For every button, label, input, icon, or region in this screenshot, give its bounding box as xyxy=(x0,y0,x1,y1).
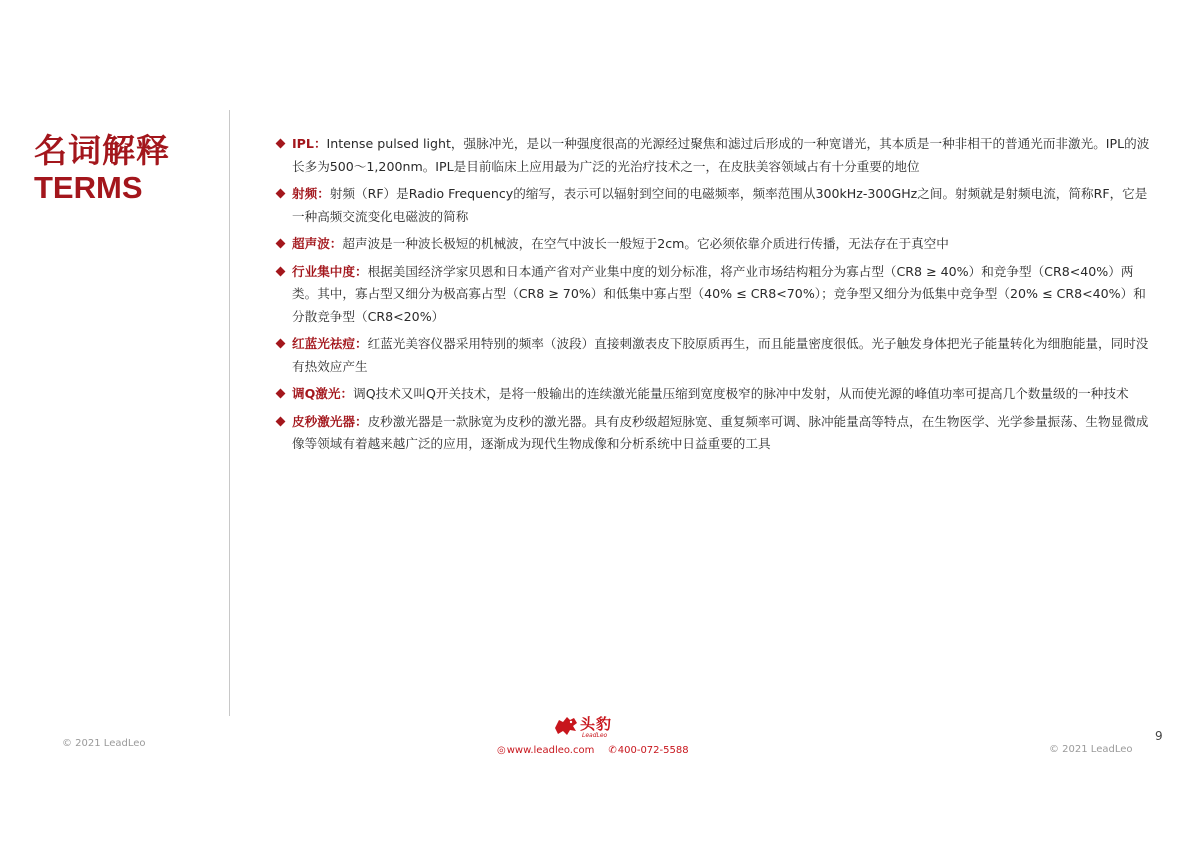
term-name: 调Q激光： xyxy=(292,386,354,401)
term-name: 行业集中度： xyxy=(292,263,368,279)
phone-number: 400-072-5588 xyxy=(617,745,689,756)
diamond-bullet-icon xyxy=(276,139,286,149)
page-number: 9 xyxy=(1155,729,1163,743)
term-text: 调Q技术又叫Q开关技术，是将一般输出的连续激光能量压缩到宽度极窄的脉冲中发射，从而使光源的峰值功率可提高几个数量级的一种技术 xyxy=(353,386,1129,401)
logo-text: 头豹 xyxy=(580,715,613,733)
diamond-bullet-icon xyxy=(276,416,286,426)
term-item-red-blue-light xyxy=(276,333,1156,378)
term-text: 根据美国经济学家贝恩和日本通产省对产业集中度的划分标准，将产业市场结构粗分为寡占型（CR8 ≥ 40%）和竞争型（CR8<40%）两类。其中，寡占型又细分为极高寡占型（CR8 ≥ 70%）和低集中寡占型（40% ≤ CR8<70%）；竞争型又细分为低集中竞争型（20% ≤ CR8<40%）和分散竞争型（CR8<20%） xyxy=(292,263,1146,324)
term-item-picosecond xyxy=(276,411,1156,456)
term-item-ipl xyxy=(276,133,1156,178)
diamond-bullet-icon xyxy=(276,266,286,276)
logo-subtext: LeadLeo xyxy=(582,732,608,739)
term-text: 超声波是一种波长极短的机械波，在空气中波长一般短于2cm。它必须依靠介质进行传播，无法存在于真空中 xyxy=(342,236,949,251)
page-title-cn: 名词解释 xyxy=(34,131,170,170)
vertical-divider xyxy=(229,110,230,716)
contact-line xyxy=(497,745,689,756)
leadleo-logo xyxy=(553,712,633,742)
leopard-logo-icon xyxy=(553,714,579,738)
term-name: 红蓝光祛痘： xyxy=(292,336,368,351)
term-item-q-switch xyxy=(276,383,1156,406)
phone-icon: ✆ xyxy=(608,745,617,756)
diamond-bullet-icon xyxy=(276,239,286,249)
page-title-en: TERMS xyxy=(34,170,143,205)
diamond-bullet-icon xyxy=(276,339,286,349)
diamond-bullet-icon xyxy=(276,389,286,399)
copyright-left: © 2021 LeadLeo xyxy=(62,738,146,749)
page-heading xyxy=(34,132,214,206)
term-text: 射频（RF）是Radio Frequency的缩写，表示可以辐射到空间的电磁频率，频率范围从300kHz-300GHz之间。射频就是射频电流，简称RF，它是一种高频交流变化电磁波的简称 xyxy=(292,186,1148,224)
terms-list xyxy=(276,133,1156,461)
term-name: IPL： xyxy=(292,136,327,151)
website-link[interactable]: www.leadleo.com xyxy=(506,745,595,756)
term-name: 射频： xyxy=(292,186,330,201)
term-item-ultrasound xyxy=(276,233,1156,256)
term-text: Intense pulsed light，强脉冲光，是以一种强度很高的光源经过聚焦和滤过后形成的一种宽谱光，其本质是一种非相干的普通光而非激光。IPL的波长多为500～1,200nm。IPL是目前临床上应用最为广泛的光治疗技术之一，在皮肤美容领域占有十分重要的地位 xyxy=(292,136,1150,174)
globe-icon: ◎ xyxy=(497,745,506,756)
term-name: 皮秒激光器： xyxy=(292,413,368,429)
copyright-right: © 2021 LeadLeo xyxy=(1049,744,1133,755)
term-text: 皮秒激光器是一款脉宽为皮秒的激光器。具有皮秒级超短脉宽、重复频率可调、脉冲能量高等特点，在生物医学、光学参量振荡、生物显微成像等领域有着越来越广泛的应用，逐渐成为现代生物成像和分析系统中日益重要的工具 xyxy=(292,413,1149,451)
term-item-rf xyxy=(276,183,1156,228)
term-item-concentration xyxy=(276,261,1156,329)
diamond-bullet-icon xyxy=(276,189,286,199)
term-text: 红蓝光美容仪器采用特别的频率（波段）直接刺激表皮下胶原质再生，而且能量密度很低。光子触发身体把光子能量转化为细胞能量，同时没有热效应产生 xyxy=(292,336,1149,374)
term-name: 超声波： xyxy=(292,236,343,251)
